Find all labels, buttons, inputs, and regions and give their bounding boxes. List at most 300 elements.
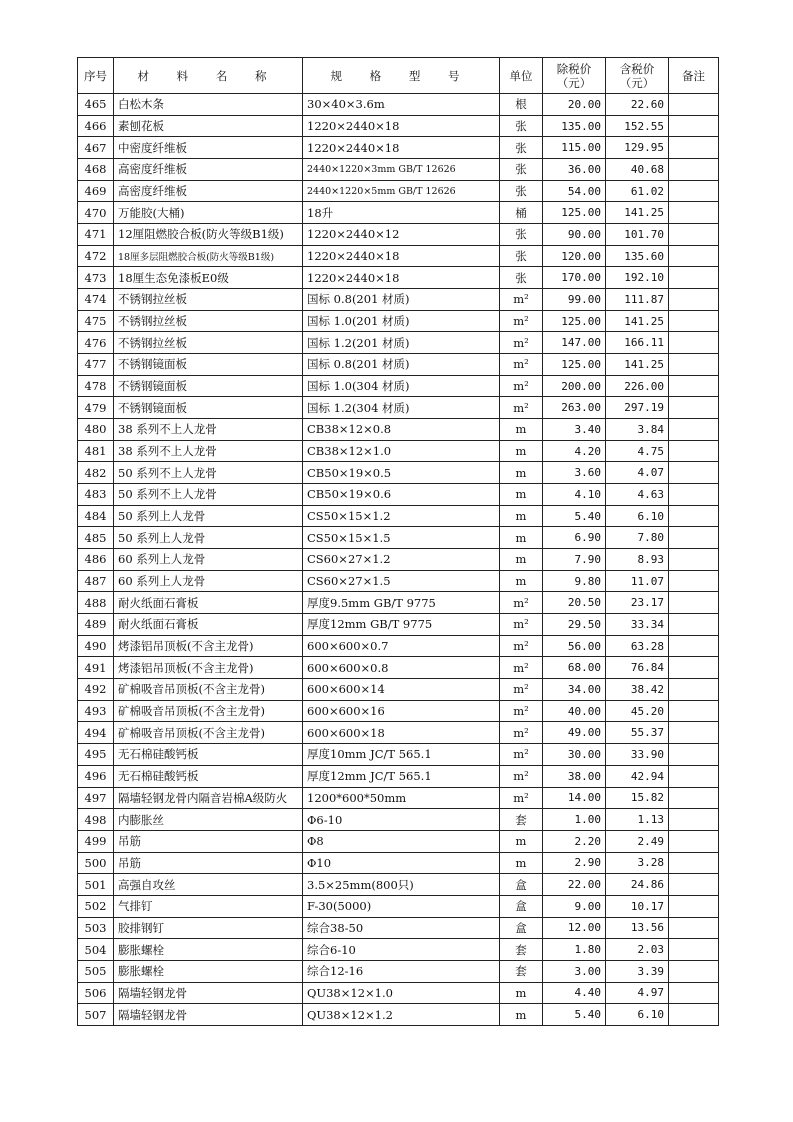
row-no: 500	[78, 852, 114, 874]
row-material-name: 烤漆铝吊顶板(不含主龙骨)	[114, 635, 303, 657]
row-price-ex-tax: 120.00	[543, 245, 606, 267]
row-price-ex-tax: 14.00	[543, 787, 606, 809]
row-spec: 3.5×25mm(800只)	[303, 874, 500, 896]
row-unit: m	[500, 505, 543, 527]
row-price-inc-tax: 297.19	[606, 397, 669, 419]
row-material-name: 万能胶(大桶)	[114, 202, 303, 224]
row-price-inc-tax: 24.86	[606, 874, 669, 896]
row-remark	[669, 267, 719, 289]
header-price-inc-tax	[606, 58, 669, 94]
row-no: 506	[78, 982, 114, 1004]
row-remark	[669, 115, 719, 137]
row-price-ex-tax: 3.40	[543, 419, 606, 441]
row-no: 507	[78, 1004, 114, 1026]
row-unit: m²	[500, 310, 543, 332]
row-remark	[669, 700, 719, 722]
row-no: 503	[78, 917, 114, 939]
row-spec: QU38×12×1.2	[303, 1004, 500, 1026]
row-price-inc-tax: 4.63	[606, 484, 669, 506]
row-price-ex-tax: 263.00	[543, 397, 606, 419]
row-price-inc-tax: 4.97	[606, 982, 669, 1004]
row-spec: F-30(5000)	[303, 895, 500, 917]
row-no: 477	[78, 354, 114, 376]
row-unit: m	[500, 549, 543, 571]
row-price-inc-tax: 141.25	[606, 202, 669, 224]
row-material-name: 60 系列上人龙骨	[114, 570, 303, 592]
row-price-ex-tax: 54.00	[543, 180, 606, 202]
row-spec: 600×600×16	[303, 700, 500, 722]
row-price-ex-tax: 99.00	[543, 289, 606, 311]
row-price-ex-tax: 1.00	[543, 809, 606, 831]
row-unit: m²	[500, 614, 543, 636]
table-row	[78, 700, 719, 722]
row-spec: 国标 1.0(201 材质)	[303, 310, 500, 332]
row-unit: m	[500, 484, 543, 506]
row-spec: CB38×12×1.0	[303, 440, 500, 462]
row-price-inc-tax: 6.10	[606, 1004, 669, 1026]
row-remark	[669, 527, 719, 549]
header-price-inc-tax-line1: 含税价	[619, 61, 655, 76]
table-row	[78, 202, 719, 224]
row-remark	[669, 570, 719, 592]
row-material-name: 不锈钢镜面板	[114, 375, 303, 397]
row-price-ex-tax: 125.00	[543, 354, 606, 376]
row-no: 466	[78, 115, 114, 137]
row-unit: m²	[500, 354, 543, 376]
row-no: 491	[78, 657, 114, 679]
row-price-ex-tax: 1.80	[543, 939, 606, 961]
row-spec: CB38×12×0.8	[303, 419, 500, 441]
row-spec: 综合38-50	[303, 917, 500, 939]
row-material-name: 中密度纤维板	[114, 137, 303, 159]
row-price-ex-tax: 147.00	[543, 332, 606, 354]
header-unit: 单位	[500, 58, 543, 94]
row-unit: m²	[500, 679, 543, 701]
row-spec: 18升	[303, 202, 500, 224]
row-price-inc-tax: 38.42	[606, 679, 669, 701]
table-row	[78, 289, 719, 311]
material-price-table	[77, 57, 719, 1026]
row-price-ex-tax: 9.00	[543, 895, 606, 917]
row-spec: CB50×19×0.6	[303, 484, 500, 506]
header-spec	[303, 58, 500, 94]
row-price-inc-tax: 1.13	[606, 809, 669, 831]
header-remark: 备注	[669, 58, 719, 94]
row-no: 498	[78, 809, 114, 831]
table-row	[78, 310, 719, 332]
table-row	[78, 527, 719, 549]
row-spec: 600×600×14	[303, 679, 500, 701]
row-remark	[669, 1004, 719, 1026]
table-row	[78, 722, 719, 744]
table-row	[78, 505, 719, 527]
table-row	[78, 982, 719, 1004]
row-price-inc-tax: 141.25	[606, 354, 669, 376]
table-row	[78, 744, 719, 766]
row-spec: 厚度9.5mm GB/T 9775	[303, 592, 500, 614]
row-price-inc-tax: 63.28	[606, 635, 669, 657]
header-no: 序号	[78, 58, 114, 94]
row-remark	[669, 917, 719, 939]
row-material-name: 胶排钢钉	[114, 917, 303, 939]
table-row	[78, 917, 719, 939]
row-remark	[669, 592, 719, 614]
row-no: 492	[78, 679, 114, 701]
row-remark	[669, 419, 719, 441]
row-remark	[669, 354, 719, 376]
row-unit: 张	[500, 224, 543, 246]
row-spec: 1220×2440×18	[303, 245, 500, 267]
row-price-ex-tax: 68.00	[543, 657, 606, 679]
row-unit: m²	[500, 592, 543, 614]
row-price-inc-tax: 152.55	[606, 115, 669, 137]
row-remark	[669, 982, 719, 1004]
row-remark	[669, 289, 719, 311]
row-price-inc-tax: 3.39	[606, 960, 669, 982]
row-no: 475	[78, 310, 114, 332]
table-row	[78, 354, 719, 376]
row-material-name: 隔墙轻钢龙骨	[114, 1004, 303, 1026]
header-price-ex-tax	[543, 58, 606, 94]
row-spec: 综合6-10	[303, 939, 500, 961]
row-material-name: 不锈钢拉丝板	[114, 289, 303, 311]
row-price-inc-tax: 111.87	[606, 289, 669, 311]
row-price-ex-tax: 170.00	[543, 267, 606, 289]
row-price-inc-tax: 42.94	[606, 765, 669, 787]
row-material-name: 12厘阻燃胶合板(防火等级B1级)	[114, 224, 303, 246]
row-remark	[669, 462, 719, 484]
row-material-name: 隔墙轻钢龙骨内隔音岩棉A级防火	[114, 787, 303, 809]
row-remark	[669, 245, 719, 267]
row-price-ex-tax: 29.50	[543, 614, 606, 636]
row-no: 499	[78, 830, 114, 852]
row-spec: Φ6-10	[303, 809, 500, 831]
header-name-label: 材 料 名 称	[137, 68, 279, 83]
row-no: 501	[78, 874, 114, 896]
row-price-ex-tax: 5.40	[543, 505, 606, 527]
row-material-name: 不锈钢镜面板	[114, 354, 303, 376]
row-no: 469	[78, 180, 114, 202]
row-material-name: 不锈钢镜面板	[114, 397, 303, 419]
row-price-inc-tax: 45.20	[606, 700, 669, 722]
row-price-ex-tax: 4.20	[543, 440, 606, 462]
table-row	[78, 267, 719, 289]
table-row	[78, 895, 719, 917]
row-material-name: 气排钉	[114, 895, 303, 917]
row-remark	[669, 787, 719, 809]
row-material-name: 高强自攻丝	[114, 874, 303, 896]
row-remark	[669, 484, 719, 506]
row-material-name: 38 系列不上人龙骨	[114, 419, 303, 441]
row-price-inc-tax: 61.02	[606, 180, 669, 202]
table-row	[78, 440, 719, 462]
row-no: 496	[78, 765, 114, 787]
row-no: 473	[78, 267, 114, 289]
row-spec: 600×600×18	[303, 722, 500, 744]
row-no: 489	[78, 614, 114, 636]
row-no: 486	[78, 549, 114, 571]
row-spec: 1220×2440×18	[303, 137, 500, 159]
row-spec: 1220×2440×18	[303, 267, 500, 289]
row-material-name: 无石棉硅酸钙板	[114, 744, 303, 766]
row-material-name: 18厘多层阻燃胶合板(防火等级B1级)	[114, 245, 303, 267]
row-unit: 套	[500, 809, 543, 831]
row-price-ex-tax: 3.00	[543, 960, 606, 982]
row-remark	[669, 722, 719, 744]
row-price-ex-tax: 4.10	[543, 484, 606, 506]
row-material-name: 矿棉吸音吊顶板(不含主龙骨)	[114, 700, 303, 722]
row-spec: 国标 1.2(201 材质)	[303, 332, 500, 354]
row-no: 490	[78, 635, 114, 657]
row-price-ex-tax: 125.00	[543, 202, 606, 224]
row-price-ex-tax: 20.50	[543, 592, 606, 614]
table-row	[78, 375, 719, 397]
row-unit: 桶	[500, 202, 543, 224]
row-spec: CS50×15×1.5	[303, 527, 500, 549]
row-spec: Φ10	[303, 852, 500, 874]
row-no: 468	[78, 159, 114, 181]
row-unit: m²	[500, 744, 543, 766]
row-price-inc-tax: 3.28	[606, 852, 669, 874]
row-remark	[669, 397, 719, 419]
row-spec: 1220×2440×12	[303, 224, 500, 246]
row-price-ex-tax: 34.00	[543, 679, 606, 701]
row-no: 502	[78, 895, 114, 917]
row-price-ex-tax: 36.00	[543, 159, 606, 181]
row-price-inc-tax: 4.07	[606, 462, 669, 484]
row-material-name: 耐火纸面石膏板	[114, 614, 303, 636]
table-row	[78, 874, 719, 896]
table-row	[78, 224, 719, 246]
header-name	[114, 58, 303, 94]
row-price-inc-tax: 135.60	[606, 245, 669, 267]
row-price-inc-tax: 166.11	[606, 332, 669, 354]
table-row	[78, 115, 719, 137]
row-price-ex-tax: 20.00	[543, 94, 606, 116]
row-material-name: 38 系列不上人龙骨	[114, 440, 303, 462]
row-spec: CS60×27×1.5	[303, 570, 500, 592]
row-material-name: 吊筋	[114, 852, 303, 874]
row-unit: 盒	[500, 895, 543, 917]
row-unit: 盒	[500, 874, 543, 896]
row-remark	[669, 310, 719, 332]
row-spec: CS60×27×1.2	[303, 549, 500, 571]
table-row	[78, 397, 719, 419]
header-price-ex-tax-line2: （元）	[556, 75, 592, 90]
row-remark	[669, 375, 719, 397]
row-price-inc-tax: 10.17	[606, 895, 669, 917]
row-no: 470	[78, 202, 114, 224]
row-unit: m²	[500, 700, 543, 722]
row-unit: m²	[500, 332, 543, 354]
row-unit: 张	[500, 180, 543, 202]
row-material-name: 无石棉硅酸钙板	[114, 765, 303, 787]
row-no: 465	[78, 94, 114, 116]
table-row	[78, 180, 719, 202]
row-spec: 国标 0.8(201 材质)	[303, 289, 500, 311]
row-price-ex-tax: 40.00	[543, 700, 606, 722]
row-remark	[669, 679, 719, 701]
row-unit: m²	[500, 289, 543, 311]
row-spec: 国标 1.0(304 材质)	[303, 375, 500, 397]
row-remark	[669, 635, 719, 657]
row-spec: 30×40×3.6m	[303, 94, 500, 116]
row-material-name: 内膨胀丝	[114, 809, 303, 831]
row-no: 471	[78, 224, 114, 246]
row-price-inc-tax: 13.56	[606, 917, 669, 939]
row-remark	[669, 852, 719, 874]
row-price-ex-tax: 135.00	[543, 115, 606, 137]
row-no: 474	[78, 289, 114, 311]
table-row	[78, 787, 719, 809]
row-material-name: 白松木条	[114, 94, 303, 116]
row-remark	[669, 549, 719, 571]
row-price-inc-tax: 129.95	[606, 137, 669, 159]
table-row	[78, 614, 719, 636]
row-spec: 600×600×0.8	[303, 657, 500, 679]
row-remark	[669, 440, 719, 462]
row-material-name: 不锈钢拉丝板	[114, 332, 303, 354]
row-remark	[669, 830, 719, 852]
table-row	[78, 94, 719, 116]
table-row	[78, 1004, 719, 1026]
row-unit: m	[500, 1004, 543, 1026]
row-unit: m	[500, 419, 543, 441]
row-unit: 盒	[500, 917, 543, 939]
row-remark	[669, 744, 719, 766]
row-remark	[669, 159, 719, 181]
row-remark	[669, 137, 719, 159]
row-remark	[669, 765, 719, 787]
row-price-ex-tax: 200.00	[543, 375, 606, 397]
row-no: 494	[78, 722, 114, 744]
row-material-name: 高密度纤维板	[114, 180, 303, 202]
row-remark	[669, 505, 719, 527]
row-price-inc-tax: 3.84	[606, 419, 669, 441]
row-spec: QU38×12×1.0	[303, 982, 500, 1004]
row-price-ex-tax: 38.00	[543, 765, 606, 787]
row-unit: m²	[500, 635, 543, 657]
row-price-inc-tax: 33.90	[606, 744, 669, 766]
row-spec: 综合12-16	[303, 960, 500, 982]
row-no: 505	[78, 960, 114, 982]
header-price-inc-tax-line2: （元）	[619, 75, 655, 90]
row-price-inc-tax: 2.03	[606, 939, 669, 961]
row-price-inc-tax: 192.10	[606, 267, 669, 289]
row-price-inc-tax: 22.60	[606, 94, 669, 116]
row-material-name: 膨胀螺栓	[114, 960, 303, 982]
table-row	[78, 570, 719, 592]
row-price-inc-tax: 8.93	[606, 549, 669, 571]
row-no: 493	[78, 700, 114, 722]
row-unit: 张	[500, 245, 543, 267]
row-unit: m	[500, 440, 543, 462]
table-row	[78, 635, 719, 657]
table-row	[78, 159, 719, 181]
row-unit: m²	[500, 657, 543, 679]
row-no: 488	[78, 592, 114, 614]
row-unit: 张	[500, 137, 543, 159]
row-unit: 套	[500, 939, 543, 961]
table-row	[78, 830, 719, 852]
row-price-inc-tax: 11.07	[606, 570, 669, 592]
row-material-name: 矿棉吸音吊顶板(不含主龙骨)	[114, 679, 303, 701]
table-row	[78, 332, 719, 354]
row-remark	[669, 939, 719, 961]
header-price-ex-tax-line1: 除税价	[556, 61, 592, 76]
row-unit: m²	[500, 397, 543, 419]
row-unit: m	[500, 462, 543, 484]
row-price-inc-tax: 4.75	[606, 440, 669, 462]
row-price-inc-tax: 76.84	[606, 657, 669, 679]
row-material-name: 吊筋	[114, 830, 303, 852]
row-no: 504	[78, 939, 114, 961]
table-row	[78, 809, 719, 831]
row-no: 476	[78, 332, 114, 354]
row-price-ex-tax: 125.00	[543, 310, 606, 332]
row-remark	[669, 202, 719, 224]
table-row	[78, 245, 719, 267]
table-row	[78, 960, 719, 982]
table-row	[78, 852, 719, 874]
row-remark	[669, 224, 719, 246]
row-price-ex-tax: 3.60	[543, 462, 606, 484]
row-material-name: 50 系列上人龙骨	[114, 527, 303, 549]
row-material-name: 50 系列不上人龙骨	[114, 462, 303, 484]
price-table-sheet	[77, 57, 718, 1026]
row-unit: 张	[500, 115, 543, 137]
row-unit: m²	[500, 765, 543, 787]
row-price-ex-tax: 115.00	[543, 137, 606, 159]
row-price-inc-tax: 226.00	[606, 375, 669, 397]
row-material-name: 耐火纸面石膏板	[114, 592, 303, 614]
header-spec-label: 规 格 型 号	[330, 68, 472, 83]
row-remark	[669, 895, 719, 917]
row-spec: 厚度12mm GB/T 9775	[303, 614, 500, 636]
row-material-name: 烤漆铝吊顶板(不含主龙骨)	[114, 657, 303, 679]
row-no: 482	[78, 462, 114, 484]
table-row	[78, 939, 719, 961]
row-material-name: 50 系列上人龙骨	[114, 505, 303, 527]
row-material-name: 膨胀螺栓	[114, 939, 303, 961]
row-remark	[669, 180, 719, 202]
table-row	[78, 419, 719, 441]
row-price-inc-tax: 55.37	[606, 722, 669, 744]
row-price-inc-tax: 141.25	[606, 310, 669, 332]
row-price-ex-tax: 5.40	[543, 1004, 606, 1026]
row-unit: m	[500, 982, 543, 1004]
row-no: 467	[78, 137, 114, 159]
row-material-name: 矿棉吸音吊顶板(不含主龙骨)	[114, 722, 303, 744]
row-no: 481	[78, 440, 114, 462]
row-remark	[669, 960, 719, 982]
row-spec: 厚度10mm JC/T 565.1	[303, 744, 500, 766]
row-price-inc-tax: 33.34	[606, 614, 669, 636]
row-price-ex-tax: 2.90	[543, 852, 606, 874]
row-no: 483	[78, 484, 114, 506]
row-unit: 张	[500, 159, 543, 181]
table-row	[78, 462, 719, 484]
row-price-ex-tax: 56.00	[543, 635, 606, 657]
row-material-name: 不锈钢拉丝板	[114, 310, 303, 332]
row-unit: m²	[500, 722, 543, 744]
table-row	[78, 679, 719, 701]
row-price-inc-tax: 15.82	[606, 787, 669, 809]
row-price-inc-tax: 40.68	[606, 159, 669, 181]
row-remark	[669, 874, 719, 896]
row-spec: 1200*600*50mm	[303, 787, 500, 809]
table-body	[78, 94, 719, 1026]
